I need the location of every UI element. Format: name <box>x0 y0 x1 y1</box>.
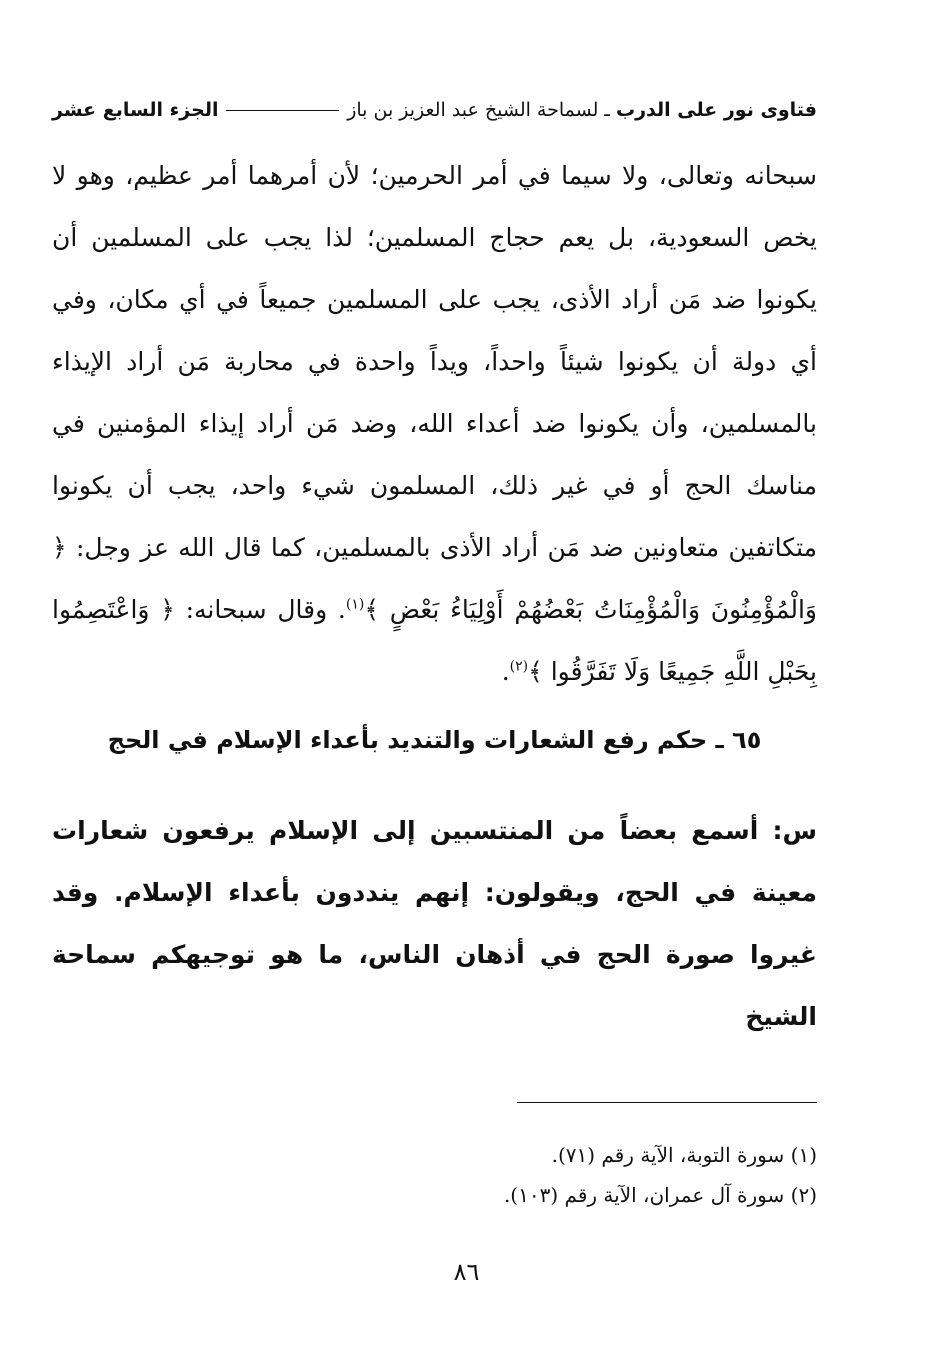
running-header <box>52 90 817 130</box>
footnote-ref-1: (١) <box>345 596 365 613</box>
quran-verse-1: ﴿ وَالْمُؤْمِنُونَ وَالْمُؤْمِنَاتُ بَعْضُهُمْ أَوْلِيَاءُ بَعْضٍ ﴾ <box>52 533 817 624</box>
footnote-2: (٢) سورة آل عمران، الآية رقم (١٠٣). <box>503 1183 817 1207</box>
page-number: ٨٦ <box>453 1258 480 1286</box>
section-title: ٦٥ ـ حكم رفع الشعارات والتنديد بأعداء الإسلام في الحج <box>107 726 762 754</box>
paragraph-text: سبحانه وتعالى، ولا سيما في أمر الحرمين؛ لأن أمرهما أمر عظيم، وهو لا يخص السعودية، بل يعم حجاج المسلمين؛ لذا يجب على المسلمين أن يكونوا ضد مَن أراد الأذى، يجب على المسلمين جميعاً في أي مكان، وفي أي دولة أن يكونوا شيئاً واحداً، ويداً واحدة في محاربة مَن أراد الإيذاء بالمسلمين، وأن يكونوا ضد أعداء الله، وضد مَن أراد إيذاء المؤمنين في مناسك الحج أو في غير ذلك، المسلمون شيء واحد، يجب أن يكونوا متكاتفين متعاونين ضد مَن أراد الأذى بالمسلمين، كما قال الله عز وجل: <box>52 161 818 562</box>
author-line: ـ لسماحة الشيخ عبد العزيز بن باز <box>347 99 610 121</box>
end-punctuation: . <box>501 657 510 686</box>
question-text: س: أسمع بعضاً من المنتسبين إلى الإسلام يرفعون شعارات معينة في الحج، ويقولون: إنهم ينددون بأعداء الإسلام. وقد غيروا صورة الحج في أذهان الناس، ما هو توجيهكم سماحة الشيخ <box>52 816 817 1031</box>
body-text <box>52 145 817 703</box>
volume-label: الجزء السابع عشر <box>52 99 219 121</box>
body-paragraph <box>52 145 817 703</box>
book-title: فتاوى نور على الدرب <box>616 99 817 121</box>
footnote-divider <box>517 1102 817 1103</box>
footnote-1: (١) سورة التوبة، الآية رقم (٧١). <box>551 1143 817 1167</box>
connector-text: . وقال سبحانه: <box>185 595 346 624</box>
footnote-ref-2: (٢) <box>509 658 529 675</box>
footnotes <box>52 1135 817 1215</box>
quran-verse-2: ﴿ وَاعْتَصِمُوا بِحَبْلِ اللَّهِ جَمِيعًا وَلَا تَفَرَّقُوا ﴾ <box>52 595 817 686</box>
header-rule <box>226 110 339 111</box>
